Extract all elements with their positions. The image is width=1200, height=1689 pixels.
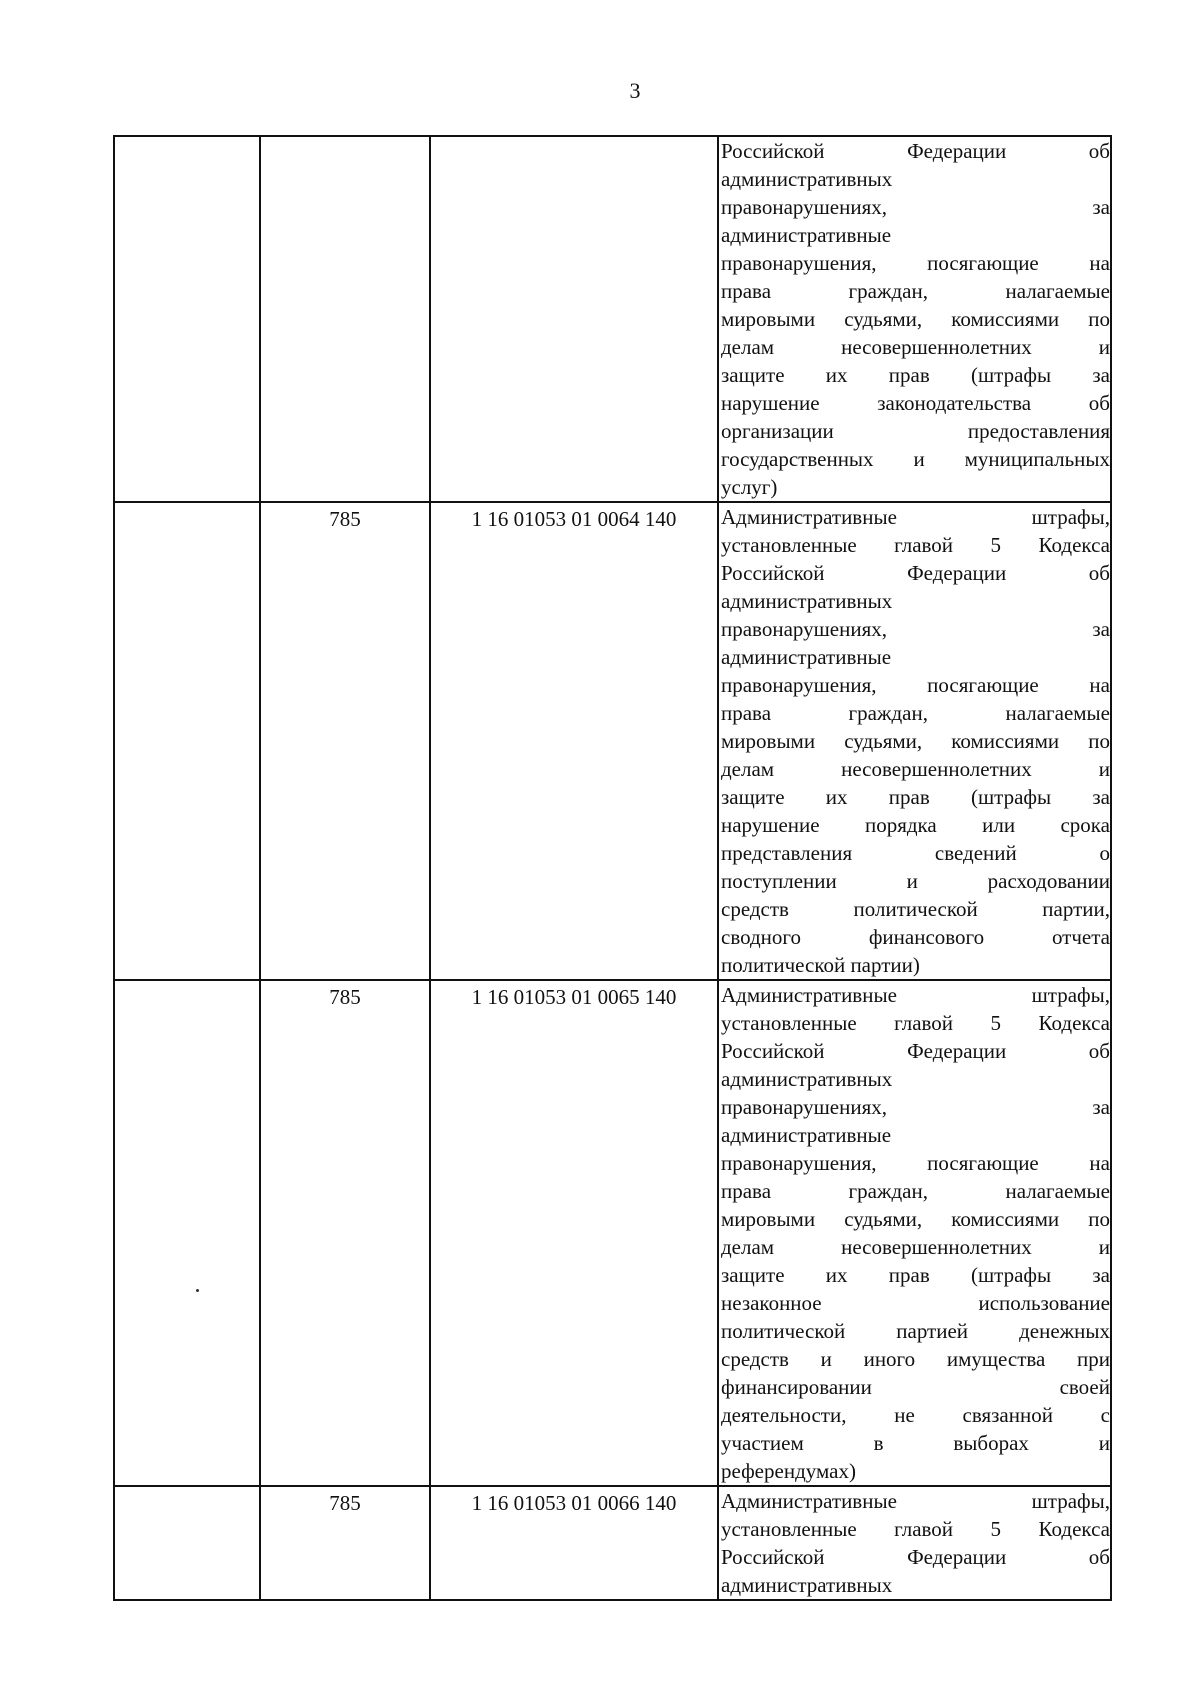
description-line: делам несовершеннолетних и bbox=[721, 757, 1110, 781]
cell-admin-code: 785 bbox=[260, 502, 430, 980]
description-line: установленные главой 5 Кодекса bbox=[721, 1011, 1110, 1035]
page-number: 3 bbox=[629, 78, 641, 103]
description-line: правонарушения, посягающие на bbox=[721, 1151, 1110, 1175]
description-line: Российской Федерации об bbox=[721, 1545, 1110, 1569]
description-line: представления сведений о bbox=[721, 841, 1110, 865]
description-line: права граждан, налагаемые bbox=[721, 701, 1110, 725]
cell-description bbox=[718, 136, 1111, 502]
cell-admin-code bbox=[260, 136, 430, 502]
description-line: услуг) bbox=[721, 475, 778, 499]
description-line: Административные штрафы, bbox=[721, 983, 1110, 1007]
description-line: незаконное использование bbox=[721, 1291, 1110, 1315]
description-line: политической партии) bbox=[721, 953, 920, 977]
description-line: правонарушения, посягающие на bbox=[721, 251, 1110, 275]
cell-blank bbox=[114, 1486, 260, 1600]
table-row bbox=[114, 502, 1111, 980]
description-line: средств политической партии, bbox=[721, 897, 1110, 921]
description-line: делам несовершеннолетних и bbox=[721, 1235, 1110, 1259]
description-line: референдумах) bbox=[721, 1459, 856, 1483]
description-line: организации предоставления bbox=[721, 419, 1110, 443]
table-row bbox=[114, 980, 1111, 1486]
cell-description bbox=[718, 1486, 1111, 1600]
description-line: поступлении и расходовании bbox=[721, 869, 1110, 893]
description-line: административных bbox=[721, 1573, 893, 1597]
cell-admin-code: 785 bbox=[260, 1486, 430, 1600]
cell-kbk-code bbox=[430, 136, 718, 502]
description-line: установленные главой 5 Кодекса bbox=[721, 1517, 1110, 1541]
cell-blank bbox=[114, 980, 260, 1486]
description-line: Российской Федерации об bbox=[721, 1039, 1110, 1063]
cell-admin-code: 785 bbox=[260, 980, 430, 1486]
description-line: правонарушениях, за bbox=[721, 1095, 1110, 1119]
description-line: финансировании своей bbox=[721, 1375, 1110, 1399]
description-line: мировыми судьями, комиссиями по bbox=[721, 307, 1110, 331]
description-line: политической партией денежных bbox=[721, 1319, 1110, 1343]
description-line: защите их прав (штрафы за bbox=[721, 363, 1110, 387]
description-line: административных bbox=[721, 589, 893, 613]
description-line: сводного финансового отчета bbox=[721, 925, 1110, 949]
description-line: Российской Федерации об bbox=[721, 561, 1110, 585]
description-line: участием в выборах и bbox=[721, 1431, 1110, 1455]
description-line: государственных и муниципальных bbox=[721, 447, 1110, 471]
description-line: права граждан, налагаемые bbox=[721, 1179, 1110, 1203]
description-line: деятельности, не связанной с bbox=[721, 1403, 1110, 1427]
description-line: делам несовершеннолетних и bbox=[721, 335, 1110, 359]
table-row bbox=[114, 136, 1111, 502]
description-line: правонарушения, посягающие на bbox=[721, 673, 1110, 697]
revenue-codes-table bbox=[113, 135, 1112, 1601]
description-line: Административные штрафы, bbox=[721, 505, 1110, 529]
description-line: средств и иного имущества при bbox=[721, 1347, 1110, 1371]
description-line: мировыми судьями, комиссиями по bbox=[721, 729, 1110, 753]
cell-description bbox=[718, 502, 1111, 980]
description-line: Административные штрафы, bbox=[721, 1489, 1110, 1513]
description-line: правонарушениях, за bbox=[721, 617, 1110, 641]
description-line: административные bbox=[721, 223, 892, 247]
cell-kbk-code: 1 16 01053 01 0066 140 bbox=[430, 1486, 718, 1600]
description-line: защите их прав (штрафы за bbox=[721, 785, 1110, 809]
cell-blank bbox=[114, 136, 260, 502]
description-line: административных bbox=[721, 1067, 893, 1091]
description-line: права граждан, налагаемые bbox=[721, 279, 1110, 303]
cell-kbk-code: 1 16 01053 01 0065 140 bbox=[430, 980, 718, 1486]
cell-description bbox=[718, 980, 1111, 1486]
cell-kbk-code: 1 16 01053 01 0064 140 bbox=[430, 502, 718, 980]
description-line: нарушение порядка или срока bbox=[721, 813, 1110, 837]
description-line: административных bbox=[721, 167, 893, 191]
description-line: установленные главой 5 Кодекса bbox=[721, 533, 1110, 557]
cell-blank bbox=[114, 502, 260, 980]
description-line: административные bbox=[721, 645, 892, 669]
description-line: мировыми судьями, комиссиями по bbox=[721, 1207, 1110, 1231]
scan-speck bbox=[196, 1289, 199, 1292]
description-line: Российской Федерации об bbox=[721, 139, 1110, 163]
description-line: нарушение законодательства об bbox=[721, 391, 1110, 415]
description-line: защите их прав (штрафы за bbox=[721, 1263, 1110, 1287]
description-line: правонарушениях, за bbox=[721, 195, 1110, 219]
description-line: административные bbox=[721, 1123, 892, 1147]
table-row bbox=[114, 1486, 1111, 1600]
